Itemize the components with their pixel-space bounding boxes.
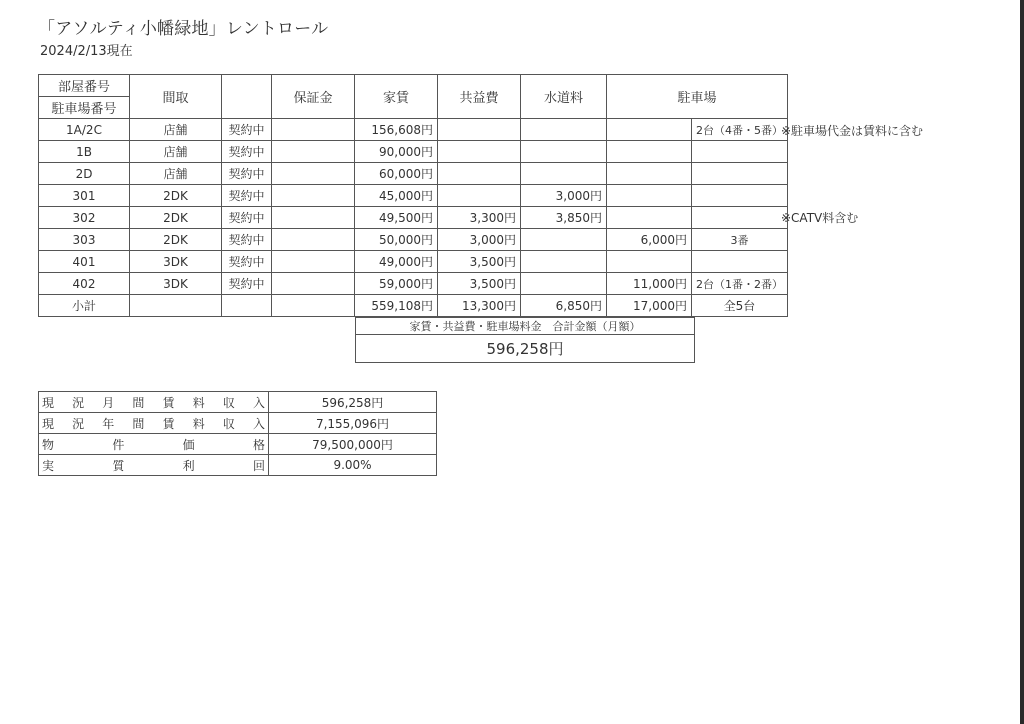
parking-spots (692, 141, 788, 163)
monthly-income-value: 596,258円 (269, 392, 437, 413)
table-row (39, 273, 788, 295)
layout: 3DK (130, 251, 222, 273)
header-layout: 間取 (130, 75, 222, 119)
deposit (272, 163, 355, 185)
parking-fee (607, 251, 692, 273)
subtotal-parking-spots: 全5台 (692, 295, 788, 317)
layout: 3DK (130, 273, 222, 295)
as-of-date: 2024/2/13現在 (40, 44, 133, 59)
rent-roll-table (38, 74, 788, 317)
common-fee (438, 185, 521, 207)
parking-fee (607, 119, 692, 141)
parking-fee (607, 141, 692, 163)
deposit (272, 229, 355, 251)
summary-row (39, 413, 437, 434)
deposit (272, 185, 355, 207)
empty-cell (130, 295, 222, 317)
rent: 50,000円 (355, 229, 438, 251)
parking-spots (692, 251, 788, 273)
water-fee (521, 141, 607, 163)
table-row (39, 141, 788, 163)
parking-spots (692, 185, 788, 207)
summary-label: 現 況 年 間 賃 料 収 入 (39, 413, 269, 434)
room-number: 302 (39, 207, 130, 229)
common-fee (438, 163, 521, 185)
net-yield-value: 9.00% (269, 455, 437, 476)
status: 契約中 (222, 119, 272, 141)
header-common-fee: 共益費 (438, 75, 521, 119)
subtotal-label: 小計 (39, 295, 130, 317)
parking-spots: 2台（1番・2番） (692, 273, 788, 295)
grand-total-amount: 596,258円 (356, 335, 695, 363)
parking-spots: 2台（4番・5番） (692, 119, 788, 141)
deposit (272, 141, 355, 163)
summary-label: 現 況 月 間 賃 料 収 入 (39, 392, 269, 413)
layout: 2DK (130, 185, 222, 207)
layout: 店舗 (130, 163, 222, 185)
room-number: 303 (39, 229, 130, 251)
deposit (272, 251, 355, 273)
water-fee: 3,850円 (521, 207, 607, 229)
layout: 2DK (130, 207, 222, 229)
layout: 店舗 (130, 141, 222, 163)
parking-spots: 3番 (692, 229, 788, 251)
rent: 49,500円 (355, 207, 438, 229)
water-fee (521, 251, 607, 273)
grand-total-box (355, 317, 695, 363)
room-number: 1B (39, 141, 130, 163)
summary-label: 物 件 価 格 (39, 434, 269, 455)
rent: 49,000円 (355, 251, 438, 273)
status: 契約中 (222, 185, 272, 207)
parking-fee: 11,000円 (607, 273, 692, 295)
grand-total-label: 家賃・共益費・駐車場料金 合計金額（月額） (356, 318, 695, 335)
table-row (39, 163, 788, 185)
water-fee: 3,000円 (521, 185, 607, 207)
table-row (39, 207, 788, 229)
summary-row (39, 434, 437, 455)
header-deposit: 保証金 (272, 75, 355, 119)
property-price-value: 79,500,000円 (269, 434, 437, 455)
header-row (39, 75, 788, 97)
room-number: 2D (39, 163, 130, 185)
parking-spots (692, 163, 788, 185)
header-parking: 駐車場 (607, 75, 788, 119)
subtotal-parking-fee: 17,000円 (607, 295, 692, 317)
subtotal-common-fee: 13,300円 (438, 295, 521, 317)
water-fee (521, 163, 607, 185)
status: 契約中 (222, 141, 272, 163)
water-fee (521, 273, 607, 295)
room-number: 1A/2C (39, 119, 130, 141)
deposit (272, 207, 355, 229)
common-fee (438, 119, 521, 141)
header-parking-no: 駐車場番号 (39, 97, 130, 119)
header-rent: 家賃 (355, 75, 438, 119)
summary-row (39, 455, 437, 476)
parking-fee: 6,000円 (607, 229, 692, 251)
status: 契約中 (222, 163, 272, 185)
table-row (39, 229, 788, 251)
table-row (39, 185, 788, 207)
header-water: 水道料 (521, 75, 607, 119)
common-fee: 3,500円 (438, 251, 521, 273)
parking-fee (607, 207, 692, 229)
rent: 45,000円 (355, 185, 438, 207)
note-row-5: ※CATV料含む (781, 211, 859, 225)
summary-row (39, 392, 437, 413)
rent: 60,000円 (355, 163, 438, 185)
common-fee (438, 141, 521, 163)
subtotal-rent: 559,108円 (355, 295, 438, 317)
note-row-1: ※駐車場代金は賃料に含む (781, 124, 924, 138)
deposit (272, 273, 355, 295)
rent: 156,608円 (355, 119, 438, 141)
parking-spots (692, 207, 788, 229)
subtotal-row (39, 295, 788, 317)
empty-cell (272, 295, 355, 317)
table-row (39, 251, 788, 273)
layout: 店舗 (130, 119, 222, 141)
table-row (39, 119, 788, 141)
room-number: 301 (39, 185, 130, 207)
common-fee: 3,300円 (438, 207, 521, 229)
common-fee: 3,000円 (438, 229, 521, 251)
annual-income-value: 7,155,096円 (269, 413, 437, 434)
water-fee (521, 119, 607, 141)
summary-table (38, 391, 437, 476)
subtotal-water: 6,850円 (521, 295, 607, 317)
common-fee: 3,500円 (438, 273, 521, 295)
deposit (272, 119, 355, 141)
summary-label: 実 質 利 回 (39, 455, 269, 476)
empty-cell (222, 295, 272, 317)
header-room-no: 部屋番号 (39, 75, 130, 97)
rent: 59,000円 (355, 273, 438, 295)
status: 契約中 (222, 273, 272, 295)
water-fee (521, 229, 607, 251)
room-number: 402 (39, 273, 130, 295)
scan-edge (1020, 0, 1024, 724)
rent: 90,000円 (355, 141, 438, 163)
status: 契約中 (222, 207, 272, 229)
room-number: 401 (39, 251, 130, 273)
document-title: 「アソルティ小幡緑地」レントロール (38, 19, 329, 39)
parking-fee (607, 163, 692, 185)
header-status (222, 75, 272, 119)
parking-fee (607, 185, 692, 207)
status: 契約中 (222, 229, 272, 251)
status: 契約中 (222, 251, 272, 273)
layout: 2DK (130, 229, 222, 251)
